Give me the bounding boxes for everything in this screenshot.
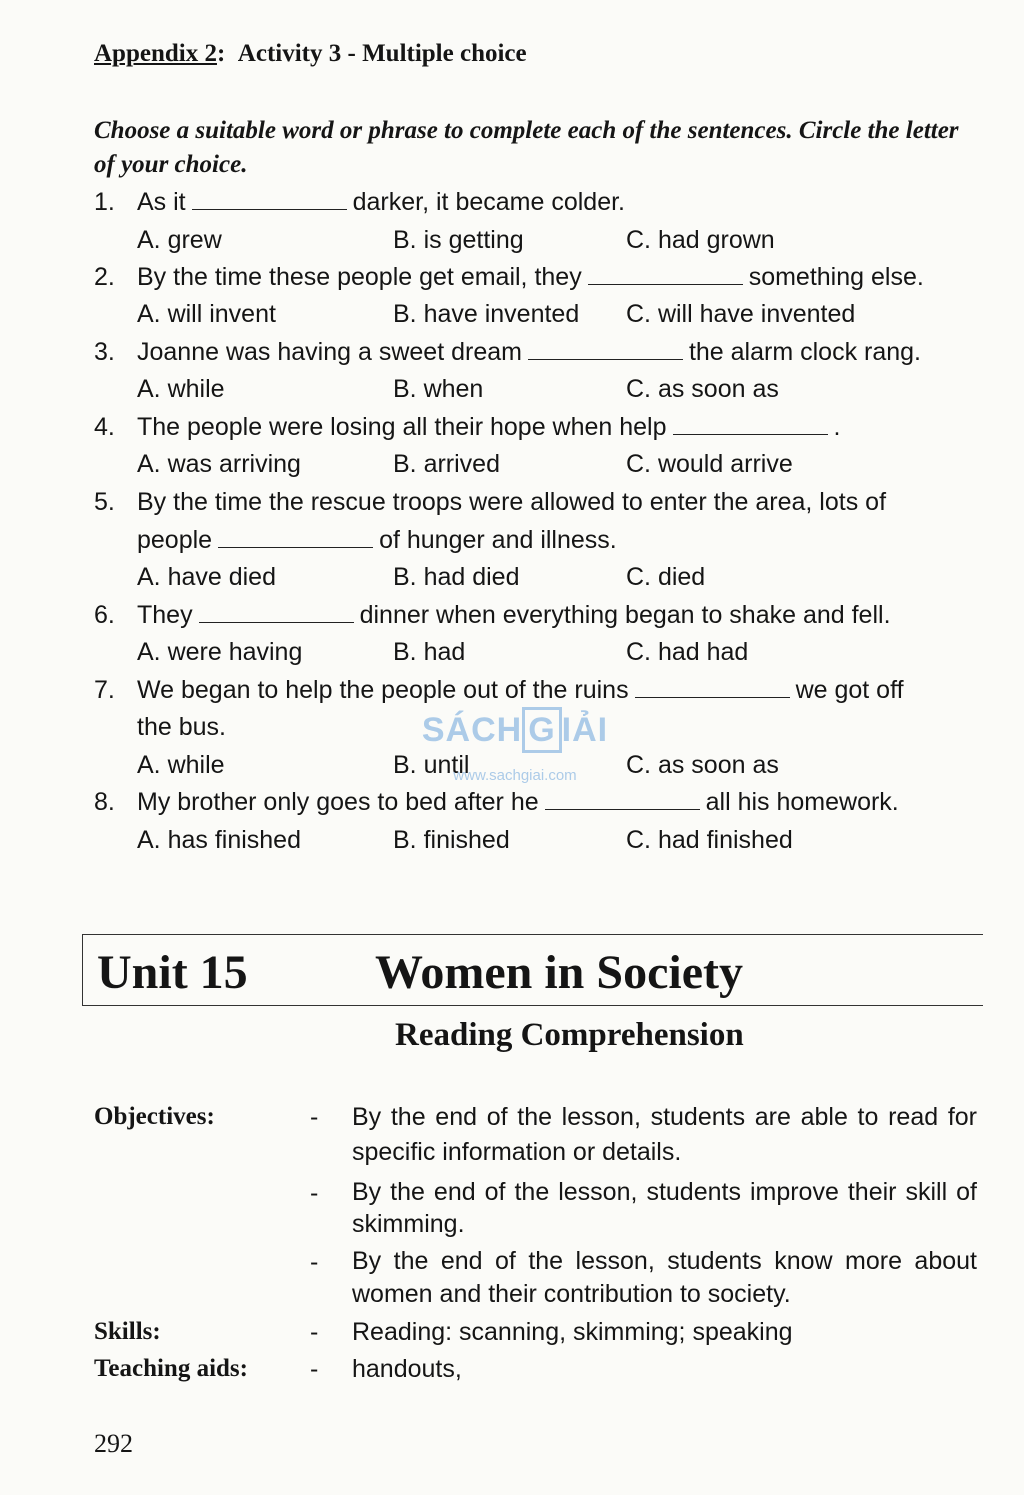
option-b: B. when xyxy=(393,375,484,403)
option-a: A. grew xyxy=(137,226,222,254)
bullet-dash: - xyxy=(310,1103,319,1131)
option-b: B. had died xyxy=(393,563,520,591)
option-c: C. had finished xyxy=(626,826,793,854)
objective-item: By the end of the lesson, students improve their skill of skimming. xyxy=(352,1178,977,1238)
question-text: The people were losing all their hope when help . xyxy=(137,413,841,441)
unit-label: Unit 15 xyxy=(97,946,248,999)
answer-blank xyxy=(199,600,354,623)
question-text-line-2: people of hunger and illness. xyxy=(137,526,617,554)
option-c: C. had had xyxy=(626,638,749,666)
option-b: B. is getting xyxy=(393,226,524,254)
skills-text: Reading: scanning, skimming; speaking xyxy=(352,1318,793,1346)
option-a: A. was arriving xyxy=(137,450,301,478)
option-c: C. as soon as xyxy=(626,375,779,403)
unit-header-box xyxy=(82,934,983,1006)
question-number: 3. xyxy=(94,338,115,366)
question-number: 7. xyxy=(94,676,115,704)
appendix-label: Appendix 2 xyxy=(94,40,217,67)
option-a: A. have died xyxy=(137,563,276,591)
watermark-logo xyxy=(410,700,620,795)
option-c: C. will have invented xyxy=(626,300,856,328)
question-text: My brother only goes to bed after he all his homework. xyxy=(137,788,899,816)
option-c: C. died xyxy=(626,563,706,591)
objective-item: By the end of the lesson, students know more about women and their contribution to society. xyxy=(352,1247,977,1308)
instructions: Choose a suitable word or phrase to complete each of the sentences. Circle the letter of your choice. xyxy=(94,117,959,178)
answer-blank xyxy=(673,412,828,435)
question-text-line-1: By the time the rescue troops were allowed to enter the area, lots of xyxy=(137,488,887,516)
option-a: A. will invent xyxy=(137,300,276,328)
option-b: B. had xyxy=(393,638,466,666)
section-subtitle: Reading Comprehension xyxy=(395,1017,744,1053)
watermark-brand: SÁCH G IẢI xyxy=(410,700,620,760)
bullet-dash: - xyxy=(310,1179,319,1207)
appendix-heading xyxy=(94,40,527,68)
option-b: B. arrived xyxy=(393,450,500,478)
answer-blank xyxy=(588,262,743,285)
option-a: A. were having xyxy=(137,638,303,666)
question-text-line-2: the bus. xyxy=(137,713,226,741)
option-b: B. finished xyxy=(393,826,510,854)
option-c: C. as soon as xyxy=(626,751,779,779)
option-c: C. had grown xyxy=(626,226,775,254)
question-number: 8. xyxy=(94,788,115,816)
question-text: By the time these people get email, they something else. xyxy=(137,263,924,291)
unit-title: Women in Society xyxy=(375,946,743,999)
question-number: 1. xyxy=(94,188,115,216)
bullet-dash: - xyxy=(310,1248,319,1276)
answer-blank xyxy=(192,187,347,210)
question-number: 6. xyxy=(94,601,115,629)
answer-blank xyxy=(218,525,373,548)
objectives-label: Objectives: xyxy=(94,1103,215,1130)
option-a: A. while xyxy=(137,375,225,403)
watermark-url: www.sachgiai.com xyxy=(453,767,577,784)
question-number: 2. xyxy=(94,263,115,291)
option-b: B. until xyxy=(393,751,470,779)
question-number: 4. xyxy=(94,413,115,441)
option-a: A. has finished xyxy=(137,826,301,854)
question-text: As it darker, it became colder. xyxy=(137,188,625,216)
bullet-dash: - xyxy=(310,1355,319,1383)
teaching-aids-label: Teaching aids: xyxy=(94,1355,248,1382)
teaching-aids-text: handouts, xyxy=(352,1355,462,1383)
option-c: C. would arrive xyxy=(626,450,793,478)
question-number: 5. xyxy=(94,488,115,516)
option-b: B. have invented xyxy=(393,300,580,328)
objective-item: By the end of the lesson, students are able to read for specific information or details. xyxy=(352,1103,977,1166)
answer-blank xyxy=(528,337,683,360)
activity-label: Activity 3 - Multiple choice xyxy=(237,40,527,67)
bullet-dash: - xyxy=(310,1318,319,1346)
question-text: They dinner when everything began to shake and fell. xyxy=(137,601,891,629)
skills-label: Skills: xyxy=(94,1318,161,1345)
question-text: Joanne was having a sweet dream the alarm clock rang. xyxy=(137,338,921,366)
page-number: 292 xyxy=(94,1429,133,1458)
option-a: A. while xyxy=(137,751,225,779)
appendix-colon: : xyxy=(216,40,226,67)
answer-blank xyxy=(635,675,790,698)
question-text-line-1: We began to help the people out of the ruins we got off xyxy=(137,676,904,704)
